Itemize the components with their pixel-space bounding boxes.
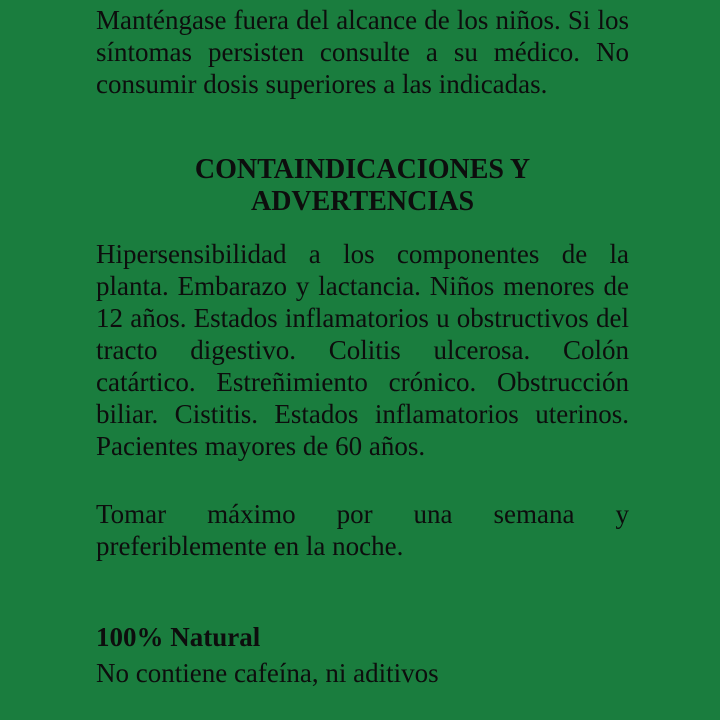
heading-line-1: CONTAINDICACIONES Y <box>194 154 531 185</box>
heading-line-2: ADVERTENCIAS <box>250 186 475 217</box>
warning-paragraph: Manténgase fuera del alcance de los niños. Si los síntomas persisten consulte a su médico. No consumir dosis superiores a las indicadas. <box>96 5 629 99</box>
contraindications-heading <box>96 154 629 218</box>
usage-paragraph: Tomar máximo por una semana y preferiblemente en la noche. <box>96 499 629 561</box>
natural-title: 100% Natural <box>96 622 261 652</box>
contraindications-paragraph: Hipersensibilidad a los componentes de la planta. Embarazo y lactancia. Niños menores de 12 años. Estados inflamatorios u obstructivos del tracto digestivo. Colitis ulcerosa. Colón catártico. Estreñimiento crónico. Obstrucción biliar. Cistitis. Estados inflamatorios uterinos. Pacientes mayores de 60 años. <box>96 239 629 461</box>
natural-text: No contiene cafeína, ni aditivos <box>96 658 439 688</box>
